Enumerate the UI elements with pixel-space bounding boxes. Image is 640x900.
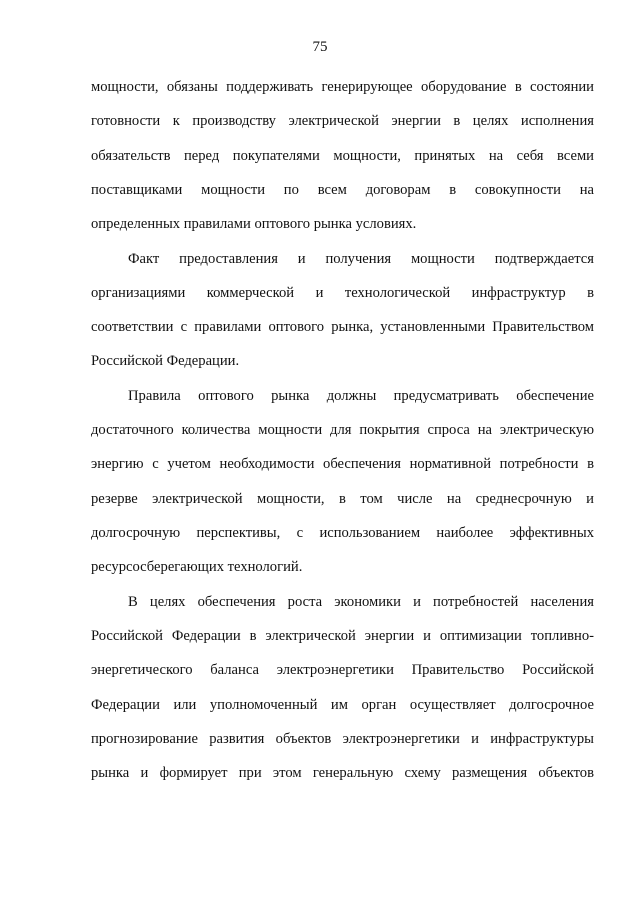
text-line: организациями коммерческой и технологической инфраструктур в <box>91 285 594 301</box>
text-line: Федерации или уполномоченный им орган осуществляет долгосрочное <box>91 697 594 713</box>
text-line: обязательств перед покупателями мощности, принятых на себя всеми <box>91 148 594 164</box>
text-line: В целях обеспечения роста экономики и потребностей населения <box>128 594 594 610</box>
text-line: соответствии с правилами оптового рынка, установленными Правительством <box>91 319 594 335</box>
text-line: энергию с учетом необходимости обеспечения нормативной потребности в <box>91 456 594 472</box>
text-line: долгосрочную перспективы, с использованием наиболее эффективных <box>91 525 594 541</box>
text-line: Российской Федерации в электрической энергии и оптимизации топливно- <box>91 628 594 644</box>
text-line: достаточного количества мощности для покрытия спроса на электрическую <box>91 422 594 438</box>
text-line: готовности к производству электрической энергии в целях исполнения <box>91 113 594 129</box>
text-line: Правила оптового рынка должны предусматривать обеспечение <box>128 388 594 404</box>
text-line: ресурсосберегающих технологий. <box>91 559 303 575</box>
text-line: Факт предоставления и получения мощности подтверждается <box>128 251 594 267</box>
text-line: поставщиками мощности по всем договорам в совокупности на <box>91 182 594 198</box>
text-line: Российской Федерации. <box>91 353 240 369</box>
text-line: мощности, обязаны поддерживать генерирующее оборудование в состоянии <box>91 79 594 95</box>
text-line: прогнозирование развития объектов электроэнергетики и инфраструктуры <box>91 731 594 747</box>
text-line: определенных правилами оптового рынка условиях. <box>91 216 417 232</box>
text-line: энергетического баланса электроэнергетики Правительство Российской <box>91 662 594 678</box>
text-line: резерве электрической мощности, в том числе на среднесрочную и <box>91 491 594 507</box>
page-number: 75 <box>312 39 328 55</box>
text-line: рынка и формирует при этом генеральную схему размещения объектов <box>91 765 594 781</box>
